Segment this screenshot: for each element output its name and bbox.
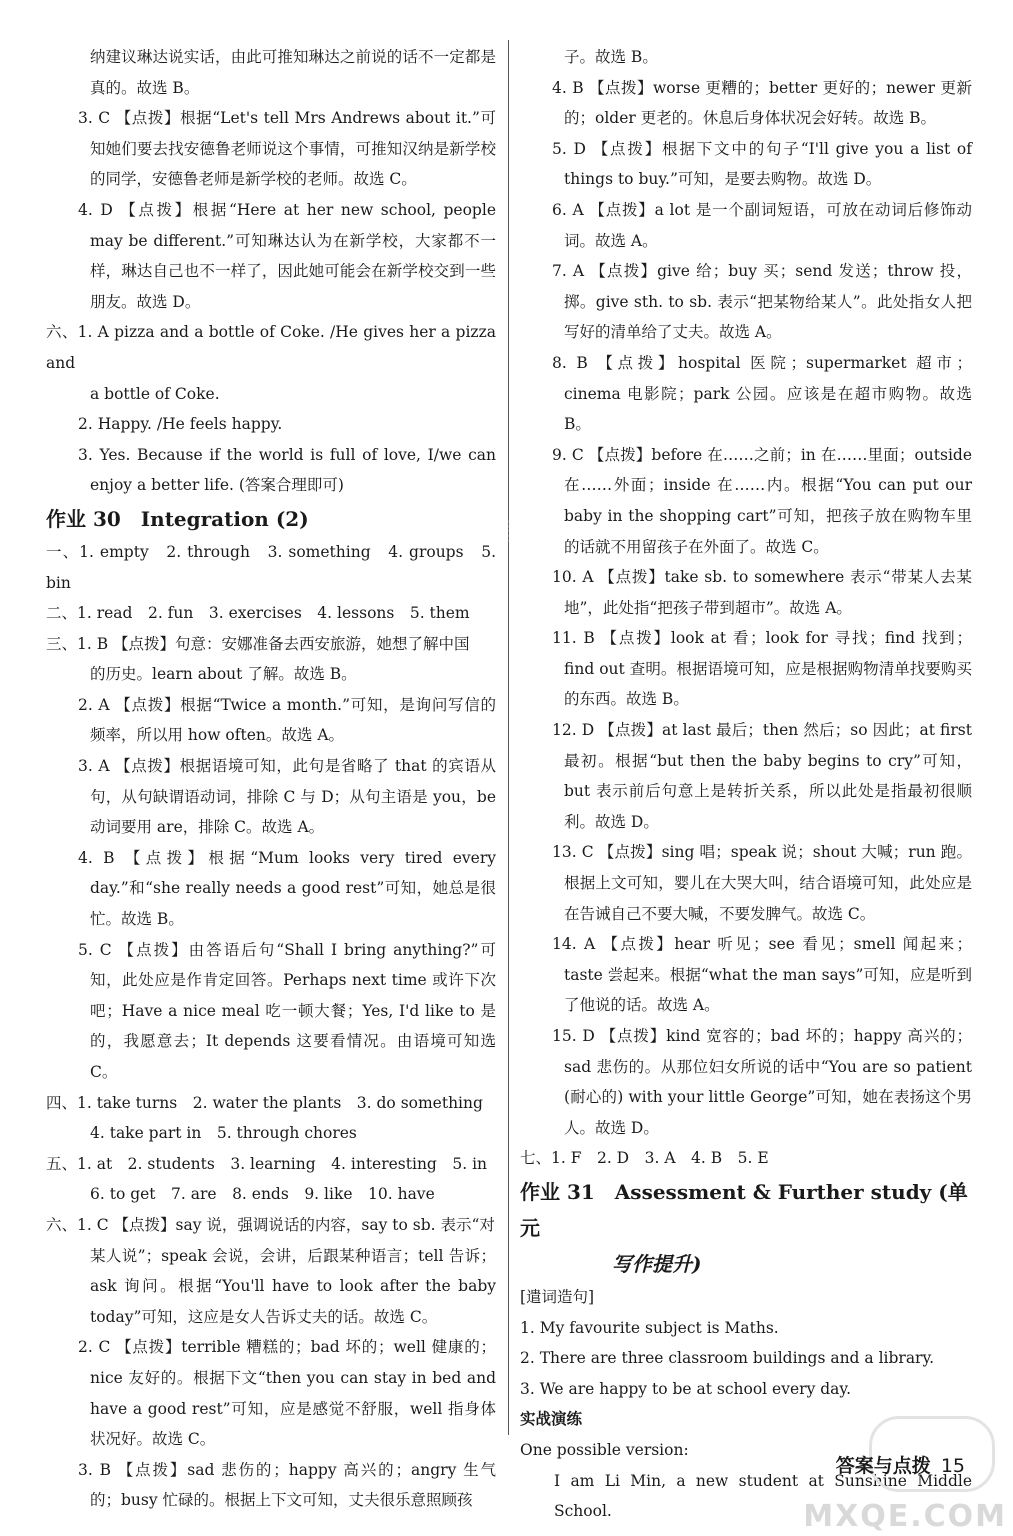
subheading: [遣词造句] — [520, 1287, 595, 1306]
answer-line: 12. D 【点拨】at last 最后；then 然后；so 因此；at first 最初。根据“but then the baby begins to cry”可知，but 表示前后句意上是转折关系，所以此处是指最初很顺利。故选 D。 — [552, 721, 972, 831]
answer-line: 2. C 【点拨】terrible 糟糕的；bad 坏的；well 健康的；nice 友好的。根据下文“then you can stay in bed and have a good rest”可知，应是感觉不舒服，well 指身体状况好。故选 C。 — [78, 1338, 496, 1449]
answer-line: 3. B 【点拨】sad 悲伤的；happy 高兴的；angry 生气的；busy 忙碌的。根据上下文可知，丈夫很乐意照顾孩 — [78, 1460, 496, 1510]
answer-line: I am Li Min, a new student at Sunshine Middle School. — [554, 1471, 972, 1521]
answer-line: 4. B 【点拨】根据“Mum looks very tired every day.”和“she really needs a good rest”可知，她总是很忙。故选 B。 — [78, 848, 496, 929]
page-number: 15 — [940, 1455, 965, 1477]
binding-mark — [508, 520, 517, 542]
subheading: 实战演练 — [520, 1409, 583, 1429]
answer-line: 2. A 【点拨】根据“Twice a month.”可知，是询问写信的频率，所以用 how often。故选 A。 — [78, 695, 496, 745]
answer-line: 4. take part in 5. through chores — [90, 1124, 357, 1143]
answer-line: 四、1. take turns 2. water the plants 3. do something — [46, 1093, 483, 1112]
answer-line: 11. B 【点拨】look at 看；look for 寻找；find 找到；find out 查明。根据语境可知，应是根据购物清单找要购买的东西。故选 B。 — [552, 629, 972, 709]
answer-line: 5. D 【点拨】根据下文中的句子“I'll give you a list of things to buy.”可知，是要去购物。故选 D。 — [552, 139, 972, 189]
answer-line: 4. B 【点拨】worse 更糟的；better 更好的；newer 更新的；older 更老的。休息后身体状况会好转。故选 B。 — [552, 78, 972, 128]
footer-label: 答案与点拨 — [835, 1455, 931, 1477]
answer-line: 子。故选 B。 — [564, 48, 658, 66]
answer-line: 六、1. C 【点拨】say 说，强调说话的内容，say to sb. 表示“对 — [46, 1215, 495, 1234]
answer-line: 3. C 【点拨】根据“Let's tell Mrs Andrews about it.”可知她们要去找安德鲁老师说这个事情，可推知汉纳是新学校的同学，安德鲁老师是新学校的老师。故选 C。 — [78, 109, 496, 189]
answer-line: 6. to get 7. are 8. ends 9. like 10. have — [90, 1185, 435, 1204]
answer-line: 五、1. at 2. students 3. learning 4. interesting 5. in — [46, 1154, 488, 1173]
section-heading: 作业 30 Integration (2) — [46, 506, 309, 531]
answer-line: 7. A 【点拨】give 给；buy 买；send 发送；throw 投，掷。give sth. to sb. 表示“把某物给某人”。此处指女人把写好的清单给了丈夫。故选 A。 — [552, 262, 972, 342]
right-column — [520, 42, 972, 1527]
answer-line: 1. My favourite subject is Maths. — [520, 1318, 779, 1337]
answer-line: 13. C 【点拨】sing 唱；speak 说；shout 大喊；run 跑。根据上文可知，婴儿在大哭大叫，结合语境可知，此处应是在告诫自己不要大喊，不要发脾气。故选 C。 — [552, 843, 972, 923]
section-heading: 作业 31 Assessment & Further study (单元 — [520, 1179, 968, 1240]
answer-line: 4. D 【点拨】根据“Here at her new school, people may be different.”可知琳达认为在新学校，大家都不一样，琳达自己也不一样了，因此她可能会在新学校交到一些朋友。故选 D。 — [78, 200, 496, 311]
section-heading: 写作提升) — [612, 1251, 702, 1276]
answer-line: One possible version: — [520, 1440, 689, 1459]
left-column — [46, 42, 496, 1516]
answer-line: a bottle of Coke. — [90, 384, 220, 403]
answer-line: 10. A 【点拨】take sb. to somewhere 表示“带某人去某地”，此处指“把孩子带到超市”。故选 A。 — [552, 568, 972, 617]
answer-line: 14. A 【点拨】hear 听见；see 看见；smell 闻起来；taste 尝起来。根据“what the man says”可知，应是听到了他说的话。故选 A。 — [552, 935, 972, 1015]
answer-line: 5. C 【点拨】由答语后句“Shall I bring anything?”可知，此处应是作肯定回答。Perhaps next time 或许下次吧；Have a nice meal 吃一顿大餐；Yes, I'd like to 是的，我愿意去；It depends 这要看情况。由语境可知选 C。 — [78, 940, 496, 1081]
answer-line: 8. B 【点拨】hospital 医院；supermarket 超市；cinema 电影院；park 公园。应该是在超市购物。故选 B。 — [552, 353, 972, 434]
answer-line: 3. A 【点拨】根据语境可知，此句是省略了 that 的宾语从句，从句缺谓语动词，排除 C 与 D；从句主语是 you，be 动词要用 are，排除 C。故选 A。 — [78, 757, 496, 837]
watermark-text: MXQE.COM — [803, 1499, 1007, 1534]
answer-line: 一、1. empty 2. through 3. something 4. groups 5. bin — [46, 542, 496, 592]
answer-line: 六、1. A pizza and a bottle of Coke. /He gives her a pizza and — [46, 323, 496, 372]
answer-line: 3. We are happy to be at school every day. — [520, 1379, 852, 1398]
answer-line: 15. D 【点拨】kind 宽容的；bad 坏的；happy 高兴的；sad 悲伤的。从那位妇女所说的话中“You are so patient (耐心的) with your little George”可知，她在表扬这个男人。故选 D。 — [552, 1027, 972, 1137]
answer-line: 6. A 【点拨】a lot 是一个副词短语，可放在动词后修饰动词。故选 A。 — [552, 200, 972, 250]
answer-line: 二、1. read 2. fun 3. exercises 4. lessons 5. them — [46, 604, 470, 623]
answer-line: 9. C 【点拨】before 在……之前；in 在……里面；outside 在……外面；inside 在……内。根据“You can put our baby in the shopping cart”可知，把孩子放在购物车里的话就不用留孩子在外面了。故选 C。 — [552, 445, 972, 556]
answer-line: 的历史。learn about 了解。故选 B。 — [90, 665, 357, 684]
answer-line: 2. Happy. /He feels happy. — [78, 415, 283, 434]
answer-line: 纳建议琳达说实话，由此可推知琳达之前说的话不一定都是真的。故选 B。 — [90, 48, 496, 97]
answer-line: 3. Yes. Because if the world is full of love, I/we can enjoy a better life. (答案合理即可) — [78, 445, 496, 495]
page-footer — [836, 1451, 965, 1478]
answer-line: 某人说”；speak 会说，会讲，后跟某种语言；tell 告诉；ask 询问。根据“You'll have to look after the baby today”可知，这应是女人告诉丈夫的话。故选 C。 — [90, 1246, 496, 1326]
answer-line: 三、1. B 【点拨】句意：安娜准备去西安旅游，她想了解中国 — [46, 634, 470, 653]
column-divider — [508, 40, 509, 1435]
answer-line: 2. There are three classroom buildings and a library. — [520, 1349, 935, 1368]
answer-line: 七、1. F 2. D 3. A 4. B 5. E — [520, 1149, 769, 1168]
